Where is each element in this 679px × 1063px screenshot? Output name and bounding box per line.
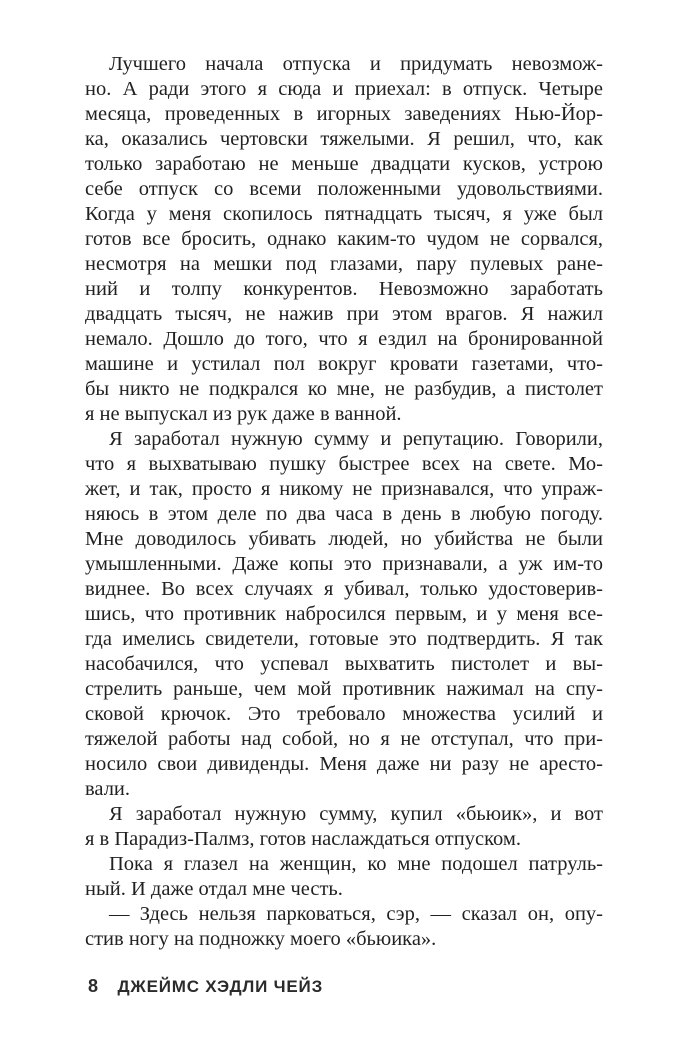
text-line: месяца, проведенных в игорных заведениях Нью-Йор- — [85, 103, 603, 125]
text-line: виднее. Во всех случаях я убивал, только удостоверив- — [85, 578, 603, 600]
text-line: машине и устилал пол вокруг кровати газетами, что- — [85, 353, 603, 375]
body-text — [85, 52, 603, 952]
paragraph — [85, 427, 603, 802]
text-line: сковой крючок. Это требовало множества усилий и — [85, 703, 603, 725]
text-line: Когда у меня скопилось пятнадцать тысяч, я уже был — [85, 203, 603, 225]
text-line: шись, что противник набросился первым, и у меня все- — [85, 603, 603, 625]
text-line: только заработаю не меньше двадцати кусков, устрою — [85, 153, 603, 175]
text-line: несмотря на мешки под глазами, пару пулевых ране- — [85, 253, 603, 275]
paragraph — [85, 902, 603, 952]
text-line: стив ногу на подножку моего «бьюика». — [85, 928, 437, 950]
text-line: немало. Дошло до того, что я ездил на бронированной — [85, 328, 603, 350]
text-line: бы никто не подкрался ко мне, не разбудив, а пистолет — [85, 378, 603, 400]
text-line: умышленными. Даже копы это признавали, а уж им-то — [85, 553, 603, 575]
text-line: готов все бросить, однако каким-то чудом не сорвался, — [85, 228, 603, 250]
text-line: себе отпуск со всеми положенными удовольствиями. — [85, 178, 603, 200]
text-line: жет, и так, просто я никому не признавался, что упраж- — [85, 478, 603, 500]
text-line: вали. — [85, 778, 131, 800]
text-line: я в Парадиз-Палмз, готов наслаждаться отпуском. — [85, 828, 521, 850]
text-line: я не выпускал из рук даже в ванной. — [85, 403, 402, 425]
text-line: Лучшего начала отпуска и придумать невозмож- — [109, 53, 603, 75]
text-line: но. А ради этого я сюда и приехал: в отпуск. Четыре — [85, 78, 603, 100]
text-line: ка, оказались чертовски тяжелыми. Я решил, что, как — [85, 128, 603, 150]
paragraph — [85, 802, 603, 852]
text-line: — Здесь нельзя парковаться, сэр, — сказал он, опу- — [109, 903, 603, 925]
text-line: ний и толпу конкурентов. Невозможно заработать — [85, 278, 603, 300]
text-line: что я выхватываю пушку быстрее всех на свете. Мо- — [85, 453, 603, 475]
text-line: двадцать тысяч, не нажив при этом врагов. Я нажил — [85, 303, 603, 325]
text-line: тяжелой работы над собой, но я не отступал, что при- — [85, 728, 603, 750]
text-line: насобачился, что успевал выхватить пистолет и вы- — [85, 653, 603, 675]
page-number: 8 — [88, 976, 99, 996]
text-line: Я заработал нужную сумму, купил «бьюик», и вот — [109, 803, 603, 825]
paragraph — [85, 852, 603, 902]
text-line: Мне доводилось убивать людей, но убийства не были — [85, 528, 603, 550]
text-line: носило свои дивиденды. Меня даже ни разу не аресто- — [85, 753, 603, 775]
page-footer — [88, 976, 323, 997]
text-line: няюсь в этом деле по два часа в день в любую погоду. — [85, 503, 603, 525]
text-line: Пока я глазел на женщин, ко мне подошел патруль- — [109, 853, 603, 875]
text-line: Я заработал нужную сумму и репутацию. Говорили, — [109, 428, 603, 450]
text-line: ный. И даже отдал мне честь. — [85, 878, 343, 900]
running-title: ДЖЕЙМС ХЭДЛИ ЧЕЙЗ — [117, 977, 324, 996]
paragraph — [85, 52, 603, 427]
text-line: гда имелись свидетели, готовые это подтвердить. Я так — [85, 628, 603, 650]
text-line: стрелить раньше, чем мой противник нажимал на спу- — [85, 678, 603, 700]
